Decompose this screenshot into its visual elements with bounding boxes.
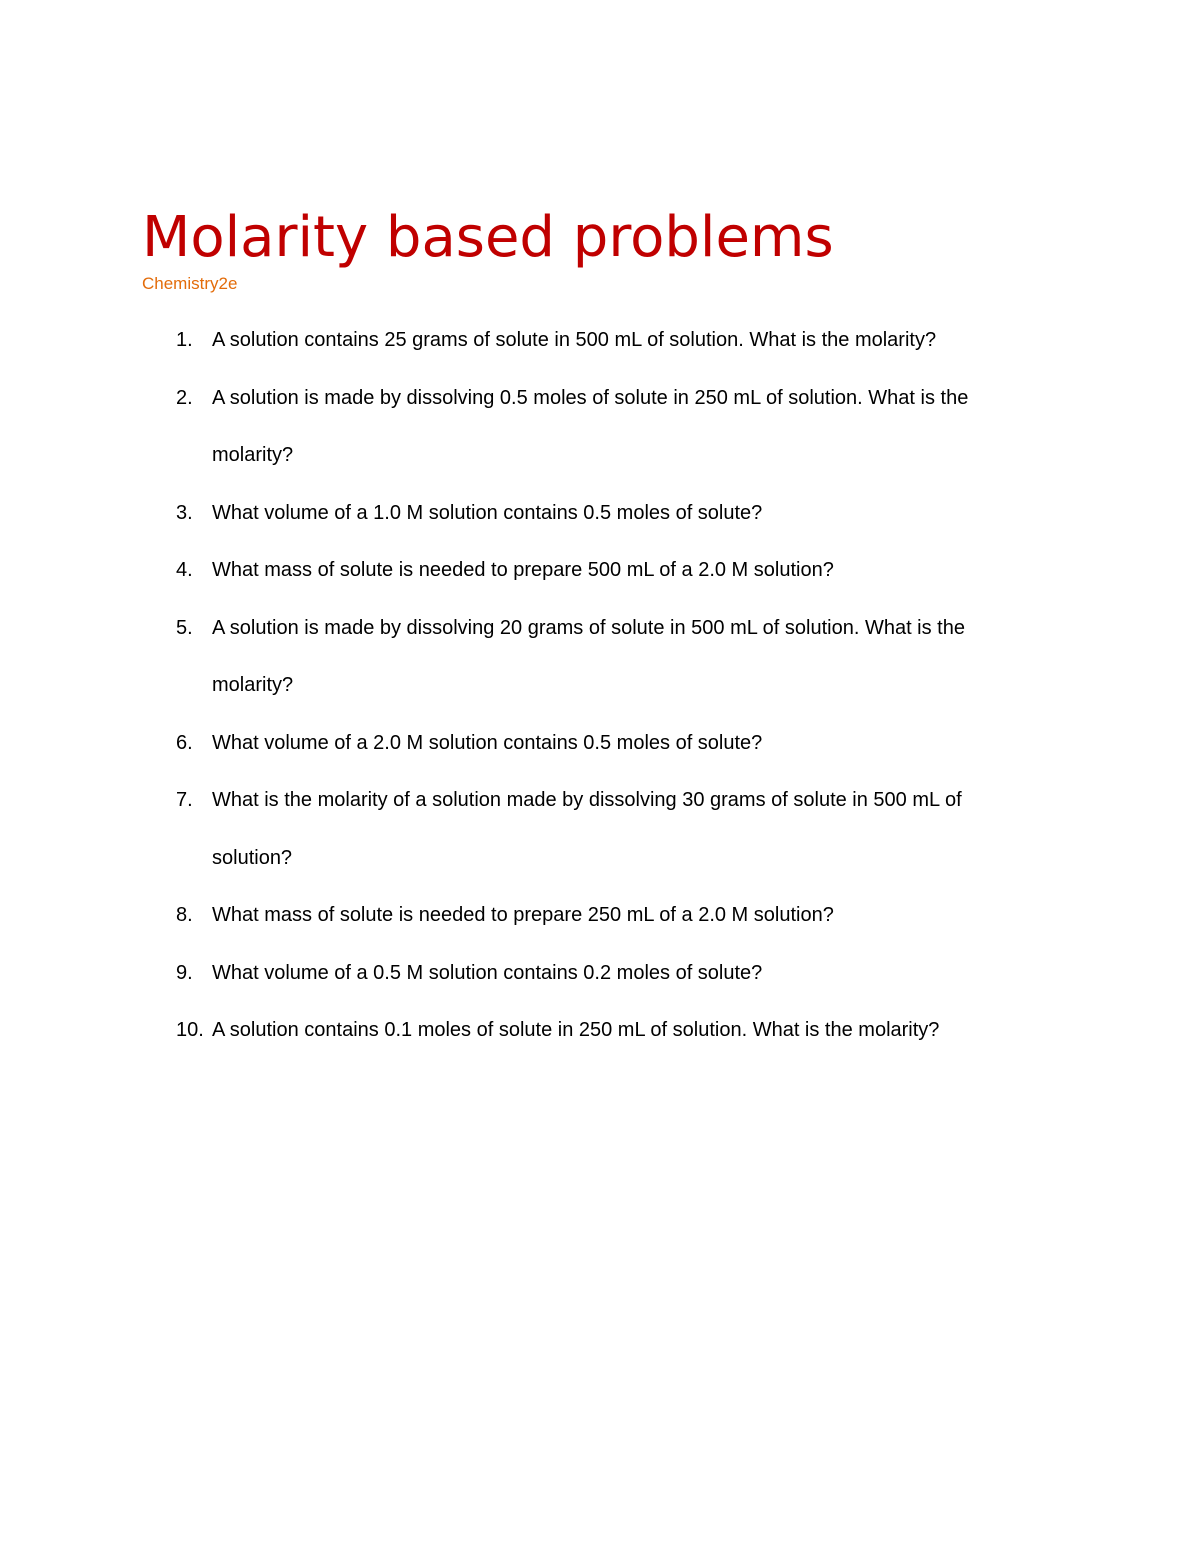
problem-text: What mass of solute is needed to prepare 250 mL of a 2.0 M solution? <box>212 904 834 926</box>
problem-number: 2. <box>176 386 193 409</box>
page-subtitle: Chemistry2e <box>142 274 238 293</box>
problem-number: 1. <box>176 329 193 351</box>
problem-item <box>0 600 1042 715</box>
problem-number: 5. <box>176 616 193 639</box>
problem-text: A solution is made by dissolving 0.5 moles of solute in 250 mL of solution. What is the molarity? <box>212 386 969 466</box>
problem-item <box>0 542 1042 600</box>
problem-item <box>0 1002 1042 1060</box>
problem-text: What volume of a 2.0 M solution contains 0.5 moles of solute? <box>212 731 763 754</box>
problem-text: A solution contains 0.1 moles of solute in 250 mL of solution. What is the molarity? <box>212 1019 940 1041</box>
problem-number: 9. <box>176 961 193 984</box>
problem-text: What is the molarity of a solution made by dissolving 30 grams of solute in 500 mL of solution? <box>212 789 962 869</box>
problem-list <box>0 312 1200 1060</box>
problem-text: A solution contains 25 grams of solute in 500 mL of solution. What is the molarity? <box>212 329 937 351</box>
problem-item <box>0 485 1042 543</box>
problem-number: 7. <box>176 789 193 811</box>
page-title: Molarity based problems <box>142 205 834 270</box>
problem-number: 8. <box>176 904 193 926</box>
problem-item <box>0 887 1042 945</box>
problem-number: 6. <box>176 731 193 754</box>
problem-item <box>0 772 1042 887</box>
problem-text: What mass of solute is needed to prepare 500 mL of a 2.0 M solution? <box>212 559 834 581</box>
problem-number: 3. <box>176 501 193 524</box>
problem-number: 10. <box>176 1019 204 1041</box>
problem-item <box>0 945 1042 1003</box>
problem-number: 4. <box>176 559 193 581</box>
problem-item <box>0 715 1042 773</box>
problem-text: A solution is made by dissolving 20 grams of solute in 500 mL of solution. What is the molarity? <box>212 616 965 696</box>
problem-item <box>0 312 1042 370</box>
problem-text: What volume of a 0.5 M solution contains 0.2 moles of solute? <box>212 961 763 984</box>
problem-text: What volume of a 1.0 M solution contains 0.5 moles of solute? <box>212 501 763 524</box>
problem-item <box>0 370 1042 485</box>
